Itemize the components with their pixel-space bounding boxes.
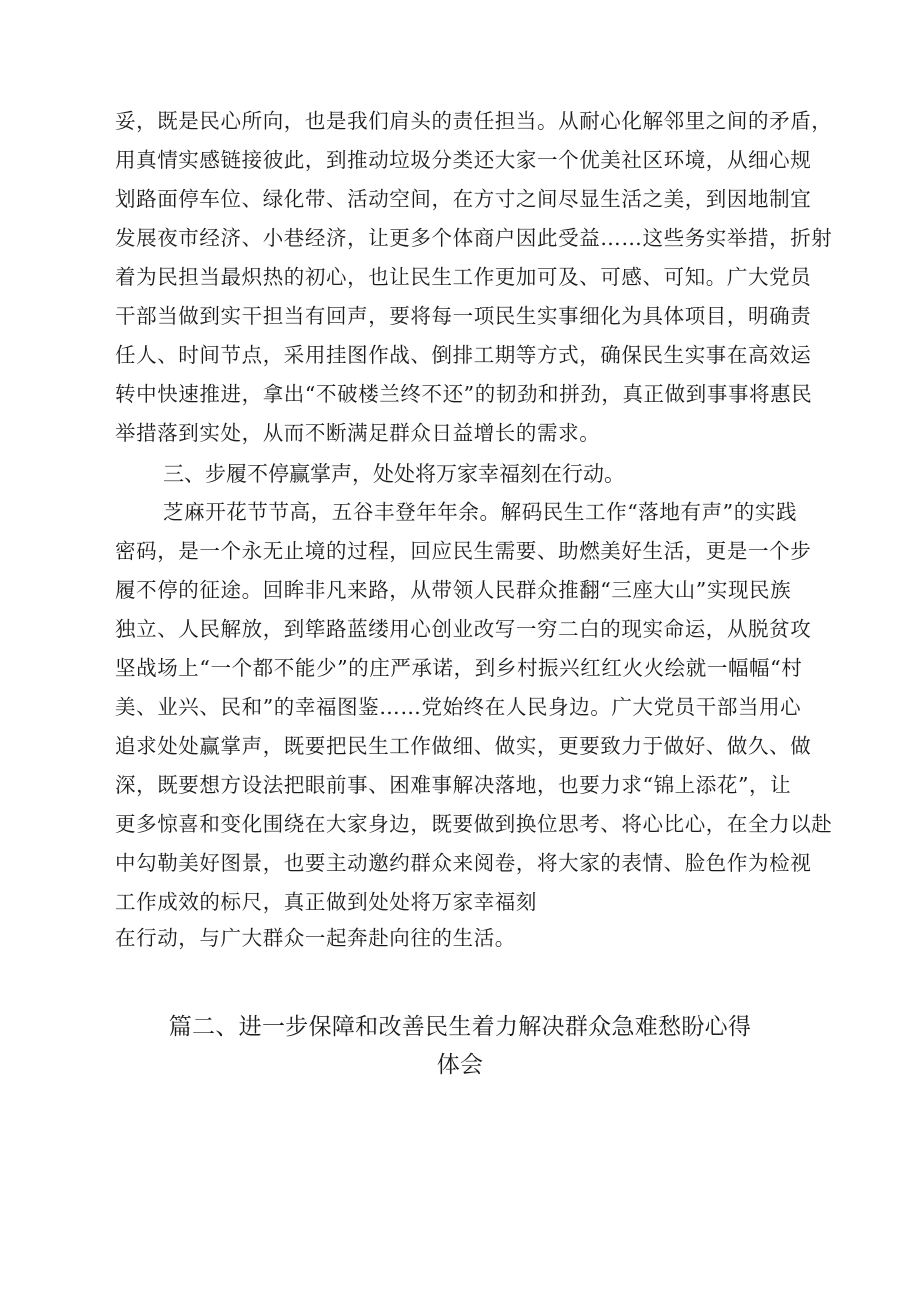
- paragraph-line: 美、业兴、民和”的幸福图鉴……党始终在人民身边。广大党员干部当用心: [115, 695, 802, 719]
- paragraph-line: 履不停的征途。回眸非凡来路，从带领人民群众推翻“三座大山”实现民族: [115, 578, 792, 602]
- paragraph-line: 更多惊喜和变化围绕在大家身边，既要做到换位思考、将心比心，在全力以赴: [115, 812, 833, 836]
- paragraph-line: 干部当做到实干担当有回声，要将每一项民生实事细化为具体项目，明确责: [115, 304, 812, 328]
- paragraph-line: 芝麻开花节节高，五谷丰登年年余。解码民生工作“落地有声”的实践: [163, 500, 798, 524]
- paragraph-line: 用真情实感链接彼此，到推动垃圾分类还大家一个优美社区环境，从细心规: [115, 148, 812, 172]
- paragraph-line: 发展夜市经济、小巷经济，让更多个体商户因此受益……这些务实举措，折射: [115, 226, 833, 250]
- paragraph-line: 转中快速推进，拿出“不破楼兰终不还”的韧劲和拼劲，真正做到事事将惠民: [115, 382, 813, 406]
- paragraph-line: 着为民担当最炽热的初心，也让民生工作更加可及、可感、可知。广大党员: [115, 265, 812, 289]
- paragraph-line: 深，既要想方设法把眼前事、困难事解决落地，也要力求“锦上添花”，让: [115, 773, 792, 797]
- paragraph-line: 密码，是一个永无止境的过程，回应民生需要、助燃美好生活，更是一个步: [115, 539, 812, 563]
- paragraph-line: 划路面停车位、绿化带、活动空间，在方寸之间尽显生活之美，到因地制宜: [115, 187, 812, 211]
- paragraph-line: 妥，既是民心所向，也是我们肩头的责任担当。从耐心化解邻里之间的矛盾，: [115, 109, 833, 133]
- paragraph-line: 独立、人民解放，到筚路蓝缕用心创业改写一穷二白的现实命运，从脱贫攻: [115, 617, 812, 641]
- paragraph-line: 在行动，与广大群众一起奔赴向往的生活。: [115, 926, 516, 950]
- article-title-line: 体会: [436, 1052, 484, 1078]
- paragraph-line: 任人、时间节点，采用挂图作战、倒排工期等方式，确保民生实事在高效运: [115, 343, 812, 367]
- paragraph-line: 坚战场上“一个都不能少”的庄严承诺，到乡村振兴红红火火绘就一幅幅“村: [115, 656, 803, 680]
- paragraph-line: 中勾勒美好图景，也要主动邀约群众来阅卷，将大家的表情、脸色作为检视: [115, 851, 812, 875]
- article-title-line: 篇二、进一步保障和改善民生着力解决群众急难愁盼心得: [168, 1014, 752, 1040]
- paragraph-line: 举措落到实处，从而不断满足群众日益增长的需求。: [115, 421, 601, 445]
- section-heading: 三、步履不停赢掌声，处处将万家幸福刻在行动。: [163, 462, 625, 486]
- paragraph-line: 追求处处赢掌声，既要把民生工作做细、做实，更要致力于做好、做久、做: [115, 734, 812, 758]
- paragraph-line: 工作成效的标尺，真正做到处处将万家幸福刻: [115, 890, 537, 914]
